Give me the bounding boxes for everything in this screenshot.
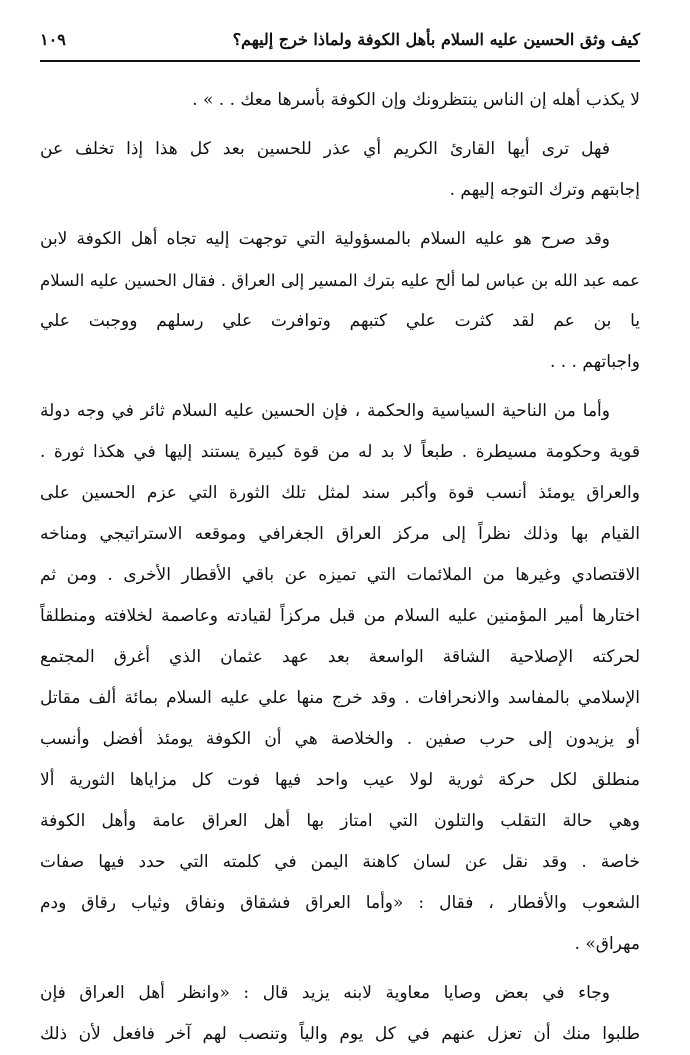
page-number: ١٠٩ (40, 30, 66, 49)
text-line: منطلق لكل حركة ثورية لولا عيب واحد فيها فوت كل مزاياها الثورية ألا (40, 770, 640, 790)
text-line: قوية وحكومة مسيطرة . طبعاً لا بد له من قوة كبيرة يستند إليها في هكذا ثورة . (40, 442, 640, 462)
text-line: خاصة . وقد نقل عن لسان كاهنة اليمن في كلمته التي حدد فيها صفات (40, 852, 640, 872)
text-line: واجباتهم . . . (549, 352, 640, 372)
text-line: القيام بها وذلك نظراً إلى مركز العراق الجغرافي وموقعه الاستراتيجي ومناخه (40, 524, 640, 544)
text-line: الاقتصادي وغيرها من الملائمات التي تميزه عن باقي الأقطار الأخرى . ومن ثم (40, 565, 640, 585)
text-line: والعراق يومئذ أنسب قوة وأكبر سند لمثل تلك الثورة التي عزم الحسين على (40, 483, 640, 503)
text-line: عمه عبد الله بن عباس لما ألح عليه بترك المسير إلى العراق . فقال الحسين عليه السلام (40, 271, 640, 290)
text-line: لحركته الإصلاحية الشاقة الواسعة بعد عهد عثمان الذي أغرق المجتمع (40, 647, 640, 667)
page-header (40, 22, 640, 62)
text-line: وجاء في بعض وصايا معاوية لابنه يزيد قال : «وانظر أهل العراق فإن (40, 983, 610, 1003)
text-line: وقد صرح هو عليه السلام بالمسؤولية التي توجهت إليه تجاه أهل الكوفة لابن (40, 229, 610, 249)
text-line: الشعوب والأقطار ، فقال : «وأما العراق فشقاق ونفاق وثياب رقاق ودم (40, 893, 640, 913)
text-line: وأما من الناحية السياسية والحكمة ، فإن الحسين عليه السلام ثائر في وجه دولة (40, 401, 610, 421)
text-line: طلبوا منك أن تعزل عنهم في كل يوم والياً وتنصب لهم آخر فافعل لأن ذلك (40, 1024, 640, 1044)
page-body (40, 80, 640, 1055)
text-line: يا بن عم لقد كثرت علي كتبهم وتوافرت علي رسلهم ووجبت علي (40, 311, 640, 331)
paragraph-5 (40, 973, 640, 1055)
text-line: إجابتهم وترك التوجه إليهم . (449, 180, 640, 200)
paragraph-3 (40, 219, 640, 383)
text-line: اختارها أمير المؤمنين عليه السلام من قبل مركزاً لقيادته وعاصمة لخلافته ومنطلقاً (40, 606, 640, 626)
text-line: فهل ترى أيها القارئ الكريم أي عذر للحسين بعد كل هذا إذا تخلف عن (40, 139, 610, 159)
paragraph-4 (40, 391, 640, 965)
text-line: مهراق» . (574, 934, 640, 954)
text-line: لا يكذب أهله إن الناس ينتظرونك وإن الكوفة بأسرها معك . . » . (192, 90, 640, 110)
text-line: أو يزيدون إلى حرب صفين . والخلاصة هي أن الكوفة يومئذ أفضل وأنسب (40, 729, 640, 749)
paragraph-1 (40, 80, 640, 121)
text-line: وهي حالة التقلب والتلون التي امتاز بها أهل العراق عامة وأهل الكوفة (40, 811, 640, 831)
text-line: الإسلامي بالمفاسد والانحرافات . وقد خرج منها علي عليه السلام بمائة ألف مقاتل (40, 688, 640, 708)
running-title: كيف وثق الحسين عليه السلام بأهل الكوفة ولماذا خرج إليهم؟ (232, 30, 640, 49)
paragraph-2 (40, 129, 640, 211)
